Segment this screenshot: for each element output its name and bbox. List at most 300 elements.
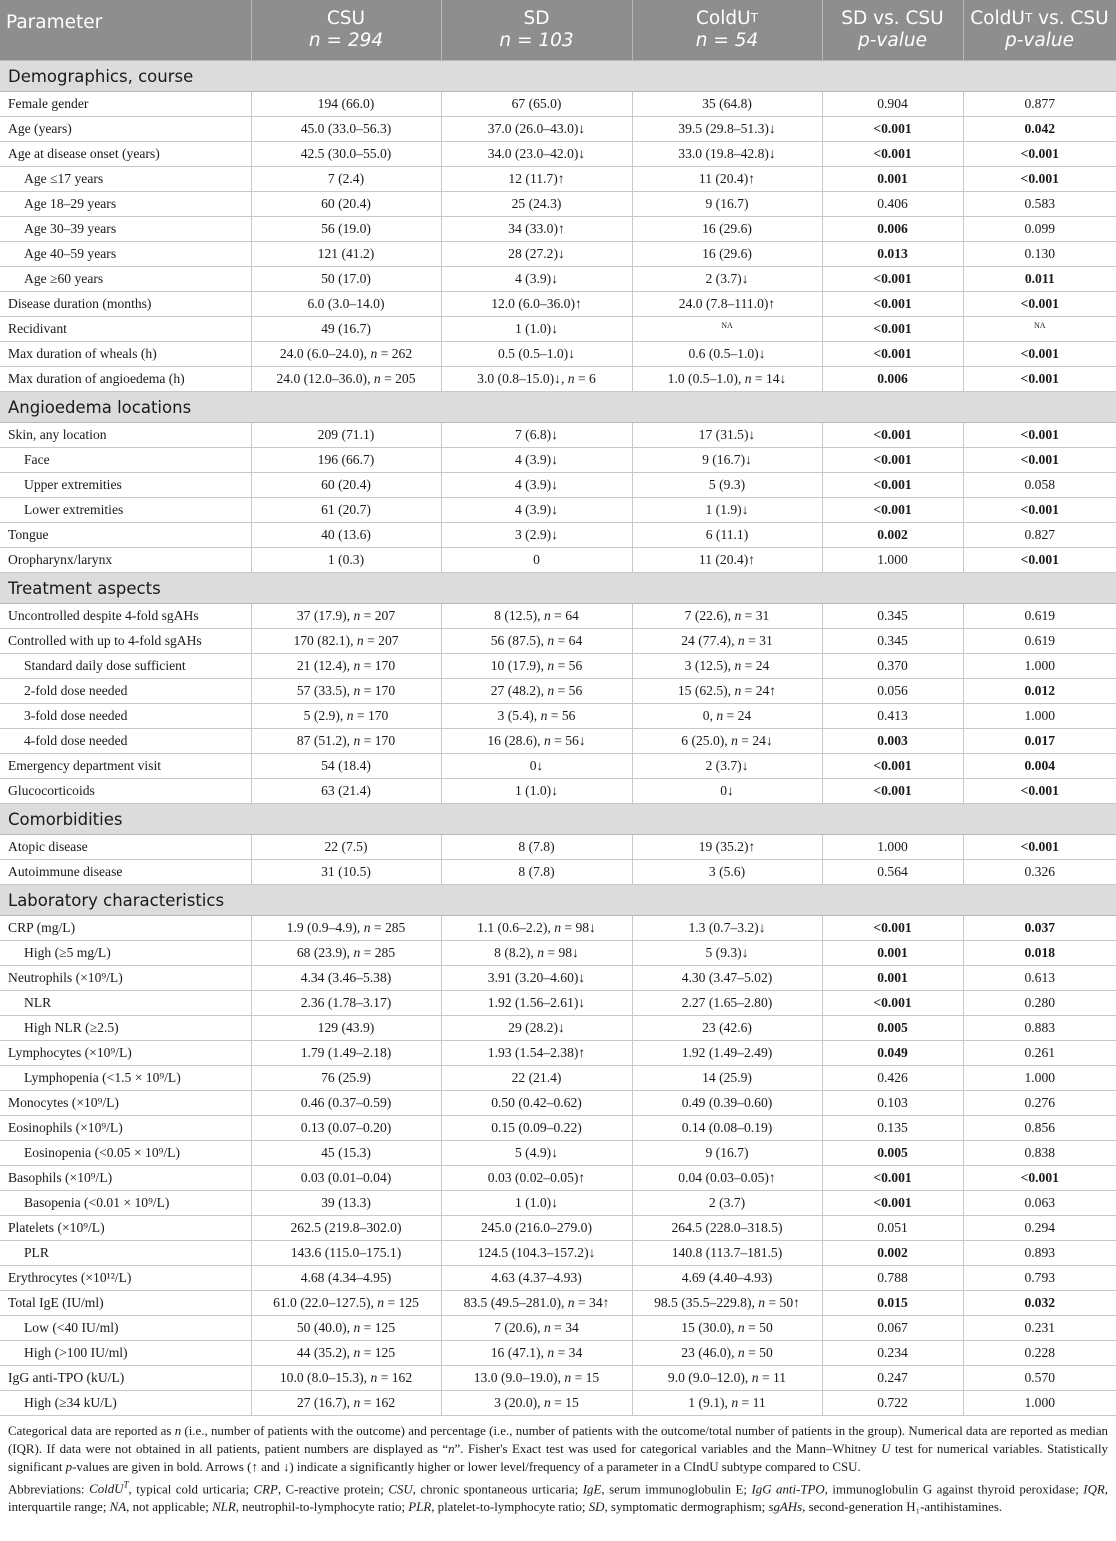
cell-p-sd-vs-csu: 0.002: [822, 523, 963, 548]
table-header: [0, 0, 1116, 61]
cell-p-sd-vs-csu: <0.001: [822, 779, 963, 804]
row-label: Atopic disease: [0, 835, 251, 860]
cell-p-sd-vs-csu: 0.051: [822, 1216, 963, 1241]
cell-coldu: 23 (42.6): [632, 1016, 822, 1041]
cell-p-coldu-vs-csu: 1.000: [963, 1391, 1116, 1416]
cell-csu: 24.0 (6.0–24.0), n = 262: [251, 342, 441, 367]
cell-csu: 56 (19.0): [251, 217, 441, 242]
header-parameter: Parameter: [0, 0, 251, 61]
table-row: [0, 1291, 1116, 1316]
cell-csu: 44 (35.2), n = 125: [251, 1341, 441, 1366]
row-label: Age (years): [0, 117, 251, 142]
cell-coldu: 6 (11.1): [632, 523, 822, 548]
row-label: 2-fold dose needed: [0, 679, 251, 704]
cell-sd: 34 (33.0)↑: [441, 217, 632, 242]
cell-csu: 57 (33.5), n = 170: [251, 679, 441, 704]
row-label: Female gender: [0, 92, 251, 117]
cell-coldu: 14 (25.9): [632, 1066, 822, 1091]
row-label: Monocytes (×10⁹/L): [0, 1091, 251, 1116]
table-row: [0, 142, 1116, 167]
cell-csu: 60 (20.4): [251, 473, 441, 498]
cell-p-coldu-vs-csu: 0.280: [963, 991, 1116, 1016]
section-header: [0, 61, 1116, 92]
cell-coldu: 264.5 (228.0–318.5): [632, 1216, 822, 1241]
cell-p-coldu-vs-csu: <0.001: [963, 167, 1116, 192]
cell-p-sd-vs-csu: <0.001: [822, 498, 963, 523]
cell-csu: 21 (12.4), n = 170: [251, 654, 441, 679]
cell-p-coldu-vs-csu: 1.000: [963, 704, 1116, 729]
table-row: [0, 423, 1116, 448]
cell-csu: 1 (0.3): [251, 548, 441, 573]
cell-coldu: 5 (9.3): [632, 473, 822, 498]
cell-sd: 1 (1.0)↓: [441, 779, 632, 804]
cell-coldu: 9 (16.7)↓: [632, 448, 822, 473]
cell-coldu: 1.3 (0.7–3.2)↓: [632, 916, 822, 941]
cell-coldu: 5 (9.3)↓: [632, 941, 822, 966]
cell-coldu: 4.69 (4.40–4.93): [632, 1266, 822, 1291]
cell-sd: 0.50 (0.42–0.62): [441, 1091, 632, 1116]
table-row: [0, 1091, 1116, 1116]
cell-p-coldu-vs-csu: 0.294: [963, 1216, 1116, 1241]
cell-csu: 49 (16.7): [251, 317, 441, 342]
cell-coldu: 9 (16.7): [632, 192, 822, 217]
cell-csu: 4.68 (4.34–4.95): [251, 1266, 441, 1291]
cell-coldu: 7 (22.6), n = 31: [632, 604, 822, 629]
cell-p-sd-vs-csu: 0.135: [822, 1116, 963, 1141]
row-label: Age ≤17 years: [0, 167, 251, 192]
cell-p-sd-vs-csu: 0.006: [822, 217, 963, 242]
cell-csu: 31 (10.5): [251, 860, 441, 885]
cell-csu: 24.0 (12.0–36.0), n = 205: [251, 367, 441, 392]
table-row: [0, 1016, 1116, 1041]
cell-csu: 54 (18.4): [251, 754, 441, 779]
cell-sd: 28 (27.2)↓: [441, 242, 632, 267]
cell-csu: 7 (2.4): [251, 167, 441, 192]
cell-p-coldu-vs-csu: 0.261: [963, 1041, 1116, 1066]
cell-p-coldu-vs-csu: <0.001: [963, 1166, 1116, 1191]
table-row: [0, 1116, 1116, 1141]
cell-csu: 209 (71.1): [251, 423, 441, 448]
row-label: NLR: [0, 991, 251, 1016]
row-label: PLR: [0, 1241, 251, 1266]
cell-csu: 60 (20.4): [251, 192, 441, 217]
cell-coldu: 23 (46.0), n = 50: [632, 1341, 822, 1366]
cell-p-coldu-vs-csu: 0.063: [963, 1191, 1116, 1216]
cell-csu: 10.0 (8.0–15.3), n = 162: [251, 1366, 441, 1391]
cell-csu: 76 (25.9): [251, 1066, 441, 1091]
cell-csu: 194 (66.0): [251, 92, 441, 117]
row-label: Age at disease onset (years): [0, 142, 251, 167]
cell-p-coldu-vs-csu: 0.017: [963, 729, 1116, 754]
cell-sd: 1 (1.0)↓: [441, 1191, 632, 1216]
cell-p-coldu-vs-csu: <0.001: [963, 448, 1116, 473]
cell-csu: 1.79 (1.49–2.18): [251, 1041, 441, 1066]
cell-p-sd-vs-csu: 0.002: [822, 1241, 963, 1266]
cell-coldu: 3 (5.6): [632, 860, 822, 885]
cell-coldu: 24 (77.4), n = 31: [632, 629, 822, 654]
table-row: [0, 1341, 1116, 1366]
cell-sd: 1.93 (1.54–2.38)↑: [441, 1041, 632, 1066]
cell-csu: 42.5 (30.0–55.0): [251, 142, 441, 167]
cell-coldu: 15 (62.5), n = 24↑: [632, 679, 822, 704]
cell-csu: 6.0 (3.0–14.0): [251, 292, 441, 317]
cell-sd: 4 (3.9)↓: [441, 267, 632, 292]
row-label: Platelets (×10⁹/L): [0, 1216, 251, 1241]
cell-sd: 83.5 (49.5–281.0), n = 34↑: [441, 1291, 632, 1316]
cell-sd: 124.5 (104.3–157.2)↓: [441, 1241, 632, 1266]
cell-sd: 13.0 (9.0–19.0), n = 15: [441, 1366, 632, 1391]
cell-p-coldu-vs-csu: <0.001: [963, 835, 1116, 860]
cell-p-coldu-vs-csu: 0.276: [963, 1091, 1116, 1116]
cell-p-coldu-vs-csu: 0.130: [963, 242, 1116, 267]
cell-coldu: 0.6 (0.5–1.0)↓: [632, 342, 822, 367]
row-label: Autoimmune disease: [0, 860, 251, 885]
cell-coldu: 9 (16.7): [632, 1141, 822, 1166]
footnote-methods: Categorical data are reported as n (i.e., number of patients with the outcome) and percentage (i.e., number of patients with the outcome/total number of patients in the group). Numerical data are reported as median (IQR). If data were not obtained in all patients, patient numbers are displayed as “n”. Fisher's Exact test was used for categorical variables and the Mann–Whitney U test for numerical variables. Statistically significant p-values are given in bold. Arrows (↑ and ↓) indicate a significantly higher or lower level/frequency of a parameter in a CIndU subtype compared to CSU.: [8, 1424, 1108, 1474]
cell-csu: 143.6 (115.0–175.1): [251, 1241, 441, 1266]
cell-coldu: 19 (35.2)↑: [632, 835, 822, 860]
row-label: Eosinopenia (<0.05 × 10⁹/L): [0, 1141, 251, 1166]
table-row: [0, 1316, 1116, 1341]
cell-csu: 45.0 (33.0–56.3): [251, 117, 441, 142]
cell-p-sd-vs-csu: <0.001: [822, 916, 963, 941]
cell-p-sd-vs-csu: 0.247: [822, 1366, 963, 1391]
table-row: [0, 679, 1116, 704]
cell-sd: 16 (28.6), n = 56↓: [441, 729, 632, 754]
section-title: Demographics, course: [0, 61, 1116, 92]
cell-p-coldu-vs-csu: 0.856: [963, 1116, 1116, 1141]
cell-sd: 12.0 (6.0–36.0)↑: [441, 292, 632, 317]
row-label: CRP (mg/L): [0, 916, 251, 941]
table-row: [0, 367, 1116, 392]
cell-coldu: 16 (29.6): [632, 217, 822, 242]
cell-csu: 39 (13.3): [251, 1191, 441, 1216]
table-row: [0, 1266, 1116, 1291]
row-label: Skin, any location: [0, 423, 251, 448]
cell-sd: 7 (6.8)↓: [441, 423, 632, 448]
cell-coldu: 39.5 (29.8–51.3)↓: [632, 117, 822, 142]
cell-sd: 0.03 (0.02–0.05)↑: [441, 1166, 632, 1191]
cell-p-sd-vs-csu: 0.067: [822, 1316, 963, 1341]
cell-sd: 3 (5.4), n = 56: [441, 704, 632, 729]
cell-csu: 0.03 (0.01–0.04): [251, 1166, 441, 1191]
cell-p-sd-vs-csu: 0.001: [822, 966, 963, 991]
cell-p-sd-vs-csu: <0.001: [822, 991, 963, 1016]
header-coldu: ColdU$^T$ n = 54: [632, 0, 822, 61]
cell-coldu: 2.27 (1.65–2.80): [632, 991, 822, 1016]
table-row: [0, 167, 1116, 192]
cell-p-coldu-vs-csu: 0.827: [963, 523, 1116, 548]
cell-sd: 29 (28.2)↓: [441, 1016, 632, 1041]
cell-p-coldu-vs-csu: 0.619: [963, 629, 1116, 654]
row-label: Uncontrolled despite 4-fold sgAHs: [0, 604, 251, 629]
cell-coldu: 6 (25.0), n = 24↓: [632, 729, 822, 754]
cell-sd: 56 (87.5), n = 64: [441, 629, 632, 654]
cell-sd: 8 (7.8): [441, 860, 632, 885]
row-label: Total IgE (IU/ml): [0, 1291, 251, 1316]
section-header: [0, 392, 1116, 423]
cell-p-coldu-vs-csu: 0.228: [963, 1341, 1116, 1366]
cell-p-sd-vs-csu: <0.001: [822, 473, 963, 498]
cell-p-sd-vs-csu: <0.001: [822, 117, 963, 142]
cell-p-coldu-vs-csu: <0.001: [963, 292, 1116, 317]
cell-sd: 22 (21.4): [441, 1066, 632, 1091]
cell-p-coldu-vs-csu: 0.613: [963, 966, 1116, 991]
table-row: [0, 1166, 1116, 1191]
row-label: Standard daily dose sufficient: [0, 654, 251, 679]
cell-p-coldu-vs-csu: <0.001: [963, 342, 1116, 367]
table-row: [0, 835, 1116, 860]
cell-p-coldu-vs-csu: <0.001: [963, 548, 1116, 573]
cell-p-sd-vs-csu: 0.003: [822, 729, 963, 754]
table-row: [0, 342, 1116, 367]
cell-p-sd-vs-csu: <0.001: [822, 754, 963, 779]
table-row: [0, 498, 1116, 523]
table-row: [0, 292, 1116, 317]
cell-csu: 87 (51.2), n = 170: [251, 729, 441, 754]
row-label: 3-fold dose needed: [0, 704, 251, 729]
row-label: Age 40–59 years: [0, 242, 251, 267]
cell-coldu: 11 (20.4)↑: [632, 167, 822, 192]
cell-p-sd-vs-csu: 0.788: [822, 1266, 963, 1291]
cell-p-sd-vs-csu: 1.000: [822, 835, 963, 860]
cell-csu: 1.9 (0.9–4.9), n = 285: [251, 916, 441, 941]
cell-p-coldu-vs-csu: 0.326: [963, 860, 1116, 885]
table-row: [0, 548, 1116, 573]
table-row: [0, 117, 1116, 142]
cell-coldu: 1 (9.1), n = 11: [632, 1391, 822, 1416]
cell-csu: 0.46 (0.37–0.59): [251, 1091, 441, 1116]
cell-sd: 1 (1.0)↓: [441, 317, 632, 342]
cell-p-sd-vs-csu: 0.722: [822, 1391, 963, 1416]
row-label: Upper extremities: [0, 473, 251, 498]
row-label: Oropharynx/larynx: [0, 548, 251, 573]
cell-p-sd-vs-csu: 0.564: [822, 860, 963, 885]
row-label: Lymphopenia (<1.5 × 10⁹/L): [0, 1066, 251, 1091]
table-row: [0, 754, 1116, 779]
cell-coldu: 98.5 (35.5–229.8), n = 50↑: [632, 1291, 822, 1316]
cell-p-sd-vs-csu: 0.904: [822, 92, 963, 117]
cell-p-sd-vs-csu: 0.005: [822, 1141, 963, 1166]
cell-p-coldu-vs-csu: <0.001: [963, 142, 1116, 167]
cell-p-sd-vs-csu: <0.001: [822, 267, 963, 292]
table-row: [0, 654, 1116, 679]
cell-coldu: 24.0 (7.8–111.0)↑: [632, 292, 822, 317]
cell-sd: 37.0 (26.0–43.0)↓: [441, 117, 632, 142]
section-header: [0, 885, 1116, 916]
cell-coldu: 9.0 (9.0–12.0), n = 11: [632, 1366, 822, 1391]
cell-sd: 4 (3.9)↓: [441, 448, 632, 473]
row-label: Eosinophils (×10⁹/L): [0, 1116, 251, 1141]
row-label: Basopenia (<0.01 × 10⁹/L): [0, 1191, 251, 1216]
row-label: Recidivant: [0, 317, 251, 342]
cell-p-sd-vs-csu: 0.406: [822, 192, 963, 217]
table-row: [0, 192, 1116, 217]
table-row: [0, 1066, 1116, 1091]
table-row: [0, 916, 1116, 941]
cell-csu: 37 (17.9), n = 207: [251, 604, 441, 629]
cell-coldu: 2 (3.7)↓: [632, 267, 822, 292]
cell-csu: 68 (23.9), n = 285: [251, 941, 441, 966]
row-label: High (>100 IU/ml): [0, 1341, 251, 1366]
cell-p-sd-vs-csu: <0.001: [822, 1191, 963, 1216]
cell-p-coldu-vs-csu: 0.042: [963, 117, 1116, 142]
cell-p-sd-vs-csu: 0.006: [822, 367, 963, 392]
cell-coldu: 2 (3.7): [632, 1191, 822, 1216]
cell-coldu: 11 (20.4)↑: [632, 548, 822, 573]
cell-p-coldu-vs-csu: 0.838: [963, 1141, 1116, 1166]
cell-p-coldu-vs-csu: 1.000: [963, 1066, 1116, 1091]
cell-p-coldu-vs-csu: 0.032: [963, 1291, 1116, 1316]
cell-sd: 8 (7.8): [441, 835, 632, 860]
cell-csu: 45 (15.3): [251, 1141, 441, 1166]
cell-p-coldu-vs-csu: 0.619: [963, 604, 1116, 629]
section-title: Comorbidities: [0, 804, 1116, 835]
cell-csu: 22 (7.5): [251, 835, 441, 860]
table-row: [0, 991, 1116, 1016]
cell-p-coldu-vs-csu: 0.893: [963, 1241, 1116, 1266]
row-label: Lower extremities: [0, 498, 251, 523]
cell-csu: 63 (21.4): [251, 779, 441, 804]
table-row: [0, 1141, 1116, 1166]
cell-p-coldu-vs-csu: <0.001: [963, 423, 1116, 448]
cell-p-sd-vs-csu: 0.056: [822, 679, 963, 704]
cell-p-coldu-vs-csu: 0.231: [963, 1316, 1116, 1341]
header-coldu-vs-csu: ColdU$^T$ vs. CSU p-value: [963, 0, 1116, 61]
cell-coldu: 16 (29.6): [632, 242, 822, 267]
table-row: [0, 729, 1116, 754]
cell-p-sd-vs-csu: <0.001: [822, 142, 963, 167]
cell-sd: 1.1 (0.6–2.2), n = 98↓: [441, 916, 632, 941]
cell-coldu: 140.8 (113.7–181.5): [632, 1241, 822, 1266]
cell-p-sd-vs-csu: 0.049: [822, 1041, 963, 1066]
table-row: [0, 473, 1116, 498]
cell-sd: 0↓: [441, 754, 632, 779]
cell-p-sd-vs-csu: 0.103: [822, 1091, 963, 1116]
cell-sd: 3 (2.9)↓: [441, 523, 632, 548]
cell-sd: 10 (17.9), n = 56: [441, 654, 632, 679]
cell-p-sd-vs-csu: 0.345: [822, 604, 963, 629]
table-row: [0, 1241, 1116, 1266]
table-row: [0, 1391, 1116, 1416]
header-sd-vs-csu: SD vs. CSU p-value: [822, 0, 963, 61]
cell-coldu: 1 (1.9)↓: [632, 498, 822, 523]
table-row: [0, 1216, 1116, 1241]
cell-sd: 5 (4.9)↓: [441, 1141, 632, 1166]
section-header: [0, 804, 1116, 835]
row-label: Glucocorticoids: [0, 779, 251, 804]
cell-csu: 129 (43.9): [251, 1016, 441, 1041]
cell-sd: 7 (20.6), n = 34: [441, 1316, 632, 1341]
row-label: Tongue: [0, 523, 251, 548]
row-label: Age 18–29 years: [0, 192, 251, 217]
cell-coldu: 0↓: [632, 779, 822, 804]
cell-p-coldu-vs-csu: 0.570: [963, 1366, 1116, 1391]
cell-csu: 5 (2.9), n = 170: [251, 704, 441, 729]
cell-csu: 262.5 (219.8–302.0): [251, 1216, 441, 1241]
cell-csu: 27 (16.7), n = 162: [251, 1391, 441, 1416]
cell-csu: 50 (40.0), n = 125: [251, 1316, 441, 1341]
row-label: Basophils (×10⁹/L): [0, 1166, 251, 1191]
cell-coldu: 4.30 (3.47–5.02): [632, 966, 822, 991]
cell-sd: 0.5 (0.5–1.0)↓: [441, 342, 632, 367]
cell-p-coldu-vs-csu: 0.012: [963, 679, 1116, 704]
cell-sd: 3.0 (0.8–15.0)↓, n = 6: [441, 367, 632, 392]
row-label: Controlled with up to 4-fold sgAHs: [0, 629, 251, 654]
table-row: [0, 1366, 1116, 1391]
table-row: [0, 704, 1116, 729]
cell-p-sd-vs-csu: 1.000: [822, 548, 963, 573]
cell-csu: 40 (13.6): [251, 523, 441, 548]
cell-p-coldu-vs-csu: 0.583: [963, 192, 1116, 217]
cell-csu: 196 (66.7): [251, 448, 441, 473]
cell-p-sd-vs-csu: <0.001: [822, 292, 963, 317]
cell-coldu: 0.04 (0.03–0.05)↑: [632, 1166, 822, 1191]
cell-csu: 50 (17.0): [251, 267, 441, 292]
cell-sd: 8 (8.2), n = 98↓: [441, 941, 632, 966]
row-label: Age ≥60 years: [0, 267, 251, 292]
cell-coldu: 33.0 (19.8–42.8)↓: [632, 142, 822, 167]
row-label: Age 30–39 years: [0, 217, 251, 242]
table-row: [0, 92, 1116, 117]
cell-csu: 121 (41.2): [251, 242, 441, 267]
cell-sd: 3.91 (3.20–4.60)↓: [441, 966, 632, 991]
cell-p-sd-vs-csu: 0.005: [822, 1016, 963, 1041]
table-row: [0, 217, 1116, 242]
cell-csu: 0.13 (0.07–0.20): [251, 1116, 441, 1141]
cell-coldu: NA: [632, 317, 822, 342]
cell-coldu: 1.0 (0.5–1.0), n = 14↓: [632, 367, 822, 392]
cell-csu: 4.34 (3.46–5.38): [251, 966, 441, 991]
cell-p-coldu-vs-csu: 1.000: [963, 654, 1116, 679]
cell-p-sd-vs-csu: <0.001: [822, 342, 963, 367]
footnote-abbreviations: Abbreviations: ColdU$^T$, typical cold urticaria; CRP, C-reactive protein; CSU, chronic spontaneous urticaria; IgE, serum immunoglobulin E; IgG anti-TPO, immunoglobulin G against thyroid peroxidase; IQR, interquartile range; NA, not applicable; NLR, neutrophil-to-lymphocyte ratio; PLR, platelet-to-lymphocyte ratio; SD, symptomatic dermographism; sgAHs, second-generation H₁-antihistamines.: [8, 1480, 1108, 1515]
cell-p-coldu-vs-csu: 0.793: [963, 1266, 1116, 1291]
cell-coldu: 0.49 (0.39–0.60): [632, 1091, 822, 1116]
cell-sd: 3 (20.0), n = 15: [441, 1391, 632, 1416]
cell-p-coldu-vs-csu: NA: [963, 317, 1116, 342]
section-title: Angioedema locations: [0, 392, 1116, 423]
row-label: Max duration of wheals (h): [0, 342, 251, 367]
table-row: [0, 1191, 1116, 1216]
cell-coldu: 1.92 (1.49–2.49): [632, 1041, 822, 1066]
cell-coldu: 35 (64.8): [632, 92, 822, 117]
cell-p-sd-vs-csu: <0.001: [822, 317, 963, 342]
cell-sd: 34.0 (23.0–42.0)↓: [441, 142, 632, 167]
cell-sd: 8 (12.5), n = 64: [441, 604, 632, 629]
cell-sd: 245.0 (216.0–279.0): [441, 1216, 632, 1241]
cell-p-sd-vs-csu: <0.001: [822, 423, 963, 448]
table-row: [0, 629, 1116, 654]
section-header: [0, 573, 1116, 604]
cell-sd: 0.15 (0.09–0.22): [441, 1116, 632, 1141]
cell-p-sd-vs-csu: 0.001: [822, 941, 963, 966]
table-row: [0, 317, 1116, 342]
row-label: Max duration of angioedema (h): [0, 367, 251, 392]
header-csu: CSU n = 294: [251, 0, 441, 61]
cell-p-coldu-vs-csu: 0.037: [963, 916, 1116, 941]
cell-csu: 61 (20.7): [251, 498, 441, 523]
row-label: Disease duration (months): [0, 292, 251, 317]
cell-p-sd-vs-csu: <0.001: [822, 1166, 963, 1191]
row-label: 4-fold dose needed: [0, 729, 251, 754]
cell-p-sd-vs-csu: 0.426: [822, 1066, 963, 1091]
cell-coldu: 17 (31.5)↓: [632, 423, 822, 448]
table-row: [0, 448, 1116, 473]
table-footnote: [8, 1422, 1108, 1516]
cell-sd: 25 (24.3): [441, 192, 632, 217]
row-label: High (≥34 kU/L): [0, 1391, 251, 1416]
